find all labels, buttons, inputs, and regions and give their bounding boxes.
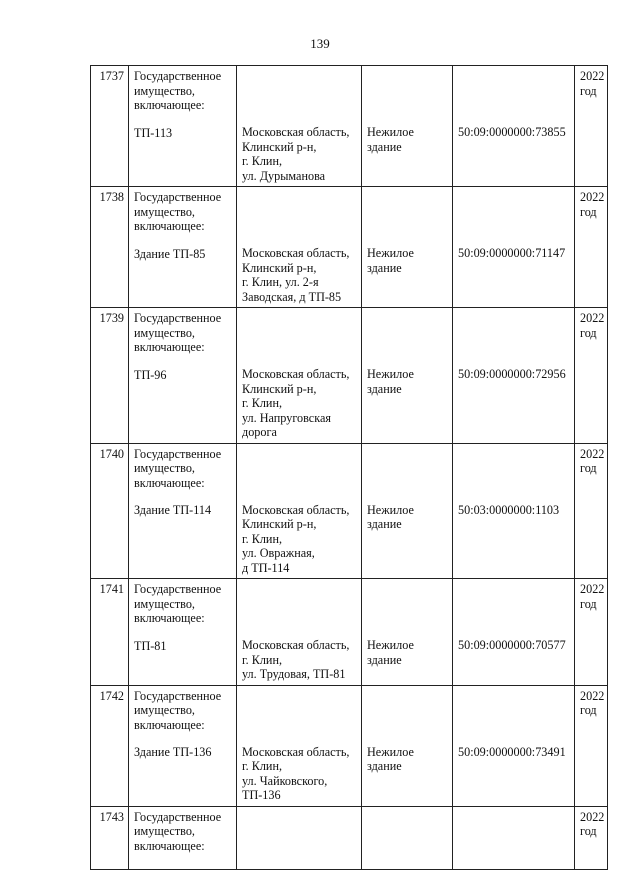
type-cell	[362, 308, 453, 444]
object-name: ТП-113	[134, 125, 173, 140]
object-name-cell	[129, 187, 237, 308]
row-number: 1737	[91, 66, 129, 187]
type-cell	[362, 685, 453, 806]
group-label: Государственное имущество, включающее:	[134, 446, 222, 490]
year-cell	[575, 308, 608, 444]
page-number: 139	[310, 36, 330, 51]
year-cell	[575, 806, 608, 870]
group-label: Государственное имущество, включающее:	[134, 311, 222, 354]
address-cell	[237, 187, 362, 308]
address-cell	[237, 66, 362, 187]
year: 2022 год	[580, 311, 605, 340]
row-number: 1743	[91, 806, 129, 870]
row-number: 1741	[91, 579, 129, 686]
address-cell	[237, 685, 362, 806]
row-number: 1738	[91, 187, 129, 308]
cadastral-number: 50:09:0000000:73855	[458, 125, 566, 139]
cadastral-number: 50:09:0000000:72956	[458, 367, 566, 381]
table-row	[91, 187, 608, 308]
group-label: Государственное имущество, включающее:	[134, 582, 222, 625]
table-row	[91, 579, 608, 686]
registry-rows	[91, 66, 608, 870]
year-cell	[575, 443, 608, 579]
year: 2022 год	[580, 190, 605, 219]
object-type: Нежилое здание	[367, 502, 414, 531]
group-label: Государственное имущество, включающее:	[134, 190, 222, 233]
cadastral-cell	[453, 685, 575, 806]
row-number: 1742	[91, 685, 129, 806]
table-row	[91, 806, 608, 870]
object-name-cell	[129, 66, 237, 187]
object-type: Нежилое здание	[367, 125, 414, 154]
year: 2022 год	[580, 688, 605, 717]
cadastral-number: 50:03:0000000:1103	[458, 502, 560, 517]
year-cell	[575, 579, 608, 686]
cadastral-cell	[453, 806, 575, 870]
group-label: Государственное имущество, включающее:	[134, 688, 222, 732]
type-cell	[362, 66, 453, 187]
object-name: ТП-81	[134, 638, 167, 653]
object-type: Нежилое здание	[367, 744, 414, 773]
table-row	[91, 308, 608, 444]
year-cell	[575, 66, 608, 187]
address-cell	[237, 308, 362, 444]
group-label: Государственное имущество, включающее:	[134, 69, 222, 112]
type-cell	[362, 443, 453, 579]
row-number: 1740	[91, 443, 129, 579]
address: Московская область, г. Клин, ул. Трудовая, ТП-81	[242, 638, 350, 681]
cadastral-number: 50:09:0000000:71147	[458, 246, 566, 260]
cadastral-cell	[453, 443, 575, 579]
object-name: ТП-96	[134, 367, 167, 382]
table-row	[91, 66, 608, 187]
address-cell	[237, 579, 362, 686]
type-cell	[362, 579, 453, 686]
address: Московская область, Клинский р-н, г. Клин, ул. Напруговская дорога	[242, 367, 350, 439]
address: Московская область, Клинский р-н, г. Клин, ул. Овражная, д ТП-114	[242, 502, 350, 575]
type-cell	[362, 806, 453, 870]
year-cell	[575, 187, 608, 308]
year: 2022 год	[580, 809, 605, 838]
cadastral-cell	[453, 187, 575, 308]
object-name: Здание ТП-85	[134, 246, 206, 261]
cadastral-cell	[453, 66, 575, 187]
object-type: Нежилое здание	[367, 246, 414, 275]
object-name-cell	[129, 685, 237, 806]
table-row	[91, 443, 608, 579]
object-name-cell	[129, 579, 237, 686]
year-cell	[575, 685, 608, 806]
object-name: Здание ТП-136	[134, 745, 212, 759]
type-cell	[362, 187, 453, 308]
address: Московская область, Клинский р-н, г. Клин, ул. Дурыманова	[242, 125, 350, 183]
table-row	[91, 685, 608, 806]
object-name-cell	[129, 443, 237, 579]
cadastral-number: 50:09:0000000:73491	[458, 744, 566, 759]
object-type: Нежилое здание	[367, 638, 414, 667]
cadastral-cell	[453, 579, 575, 686]
object-name-cell	[129, 806, 237, 870]
object-name-cell	[129, 308, 237, 444]
year: 2022 год	[580, 69, 605, 98]
object-name: Здание ТП-114	[134, 503, 212, 517]
cadastral-number: 50:09:0000000:70577	[458, 638, 566, 652]
address-cell	[237, 806, 362, 870]
address: Московская область, г. Клин, ул. Чайковского, ТП-136	[242, 744, 350, 802]
property-registry-table	[90, 65, 608, 870]
address: Московская область, Клинский р-н, г. Клин, ул. 2-я Заводская, д ТП-85	[242, 246, 350, 304]
object-type: Нежилое здание	[367, 367, 414, 396]
cadastral-cell	[453, 308, 575, 444]
row-number: 1739	[91, 308, 129, 444]
address-cell	[237, 443, 362, 579]
year: 2022 год	[580, 582, 605, 611]
year: 2022 год	[580, 446, 605, 475]
group-label: Государственное имущество, включающее:	[134, 809, 222, 853]
